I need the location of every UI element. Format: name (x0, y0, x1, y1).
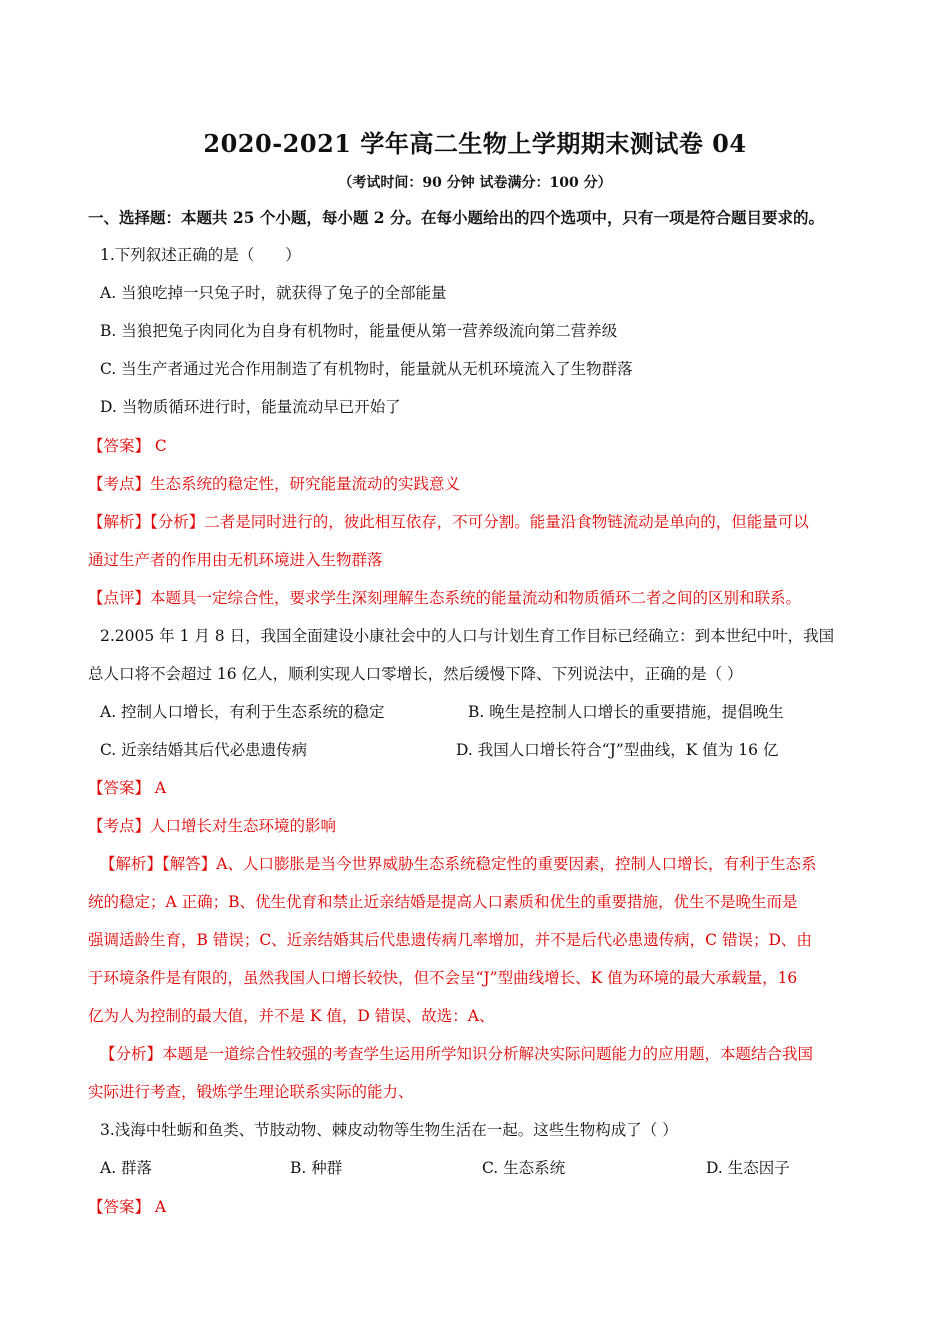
exam-info: （考试时间：90 分钟 试卷满分：100 分） (338, 175, 612, 191)
question-2-fenxi-line-1: 【分析】本题是一道综合性较强的考查学生运用所学知识分析解决实际问题能力的应用题，本题结合我国 (100, 1045, 814, 1063)
question-2-stem-line-1: 2.2005 年 1 月 8 日，我国全面建设小康社会中的人口与计划生育工作目标已经确立：到本世纪中叶，我国 (100, 627, 835, 645)
question-1-option-d: D. 当物质循环进行时，能量流动早已开始了 (100, 398, 401, 416)
question-2-jiexi-line-1: 【解析】【解答】A、人口膨胀是当今世界威胁生态系统稳定性的重要因素，控制人口增长，有利于生态系 (100, 855, 817, 873)
question-1-option-c: C. 当生产者通过光合作用制造了有机物时，能量就从无机环境流入了生物群落 (100, 360, 633, 378)
question-3-option-b: B. 种群 (290, 1159, 343, 1177)
question-1-dianping: 【点评】本题具一定综合性，要求学生深刻理解生态系统的能量流动和物质循环二者之间的区别和联系。 (88, 589, 802, 607)
question-1-jiexi-line-2: 通过生产者的作用由无机环境进入生物群落 (88, 551, 383, 569)
question-2-fenxi-line-2: 实际进行考查，锻炼学生理论联系实际的能力、 (88, 1083, 414, 1101)
section-heading: 一、选择题：本题共 25 个小题，每小题 2 分。在每小题给出的四个选项中，只有一项是符合题目要求的。 (88, 208, 824, 227)
question-3-stem: 3.浅海中牡蛎和鱼类、节肢动物、棘皮动物等生物生活在一起。这些生物构成了（ ） (100, 1121, 678, 1139)
question-3-option-d: D. 生态因子 (706, 1159, 790, 1177)
question-2-jiexi-line-4: 于环境条件是有限的，虽然我国人口增长较快，但不会呈“J”型曲线增长、K 值为环境的最大承载量，16 (88, 969, 798, 987)
question-1-answer: 【答案】 C (88, 437, 167, 455)
question-2-option-d: D. 我国人口增长符合“J”型曲线，K 值为 16 亿 (456, 741, 779, 759)
page-title: 2020-2021 学年高二生物上学期期末测试卷 04 (203, 129, 747, 158)
question-2-kaodian: 【考点】人口增长对生态环境的影响 (88, 817, 337, 835)
question-3-option-c: C. 生态系统 (482, 1159, 566, 1177)
question-2-option-c: C. 近亲结婚其后代必患遗传病 (100, 741, 308, 759)
question-2-stem-line-2: 总人口将不会超过 16 亿人，顺利实现人口零增长，然后缓慢下降、下列说法中，正确的是（ ） (88, 665, 743, 683)
question-3-option-a: A. 群落 (100, 1159, 153, 1177)
question-2-option-b: B. 晚生是控制人口增长的重要措施，提倡晚生 (468, 703, 784, 721)
question-2-option-a: A. 控制人口增长，有利于生态系统的稳定 (100, 703, 385, 721)
question-2-jiexi-line-2: 统的稳定；A 正确；B、优生优育和禁止近亲结婚是提高人口素质和优生的重要措施，优生不是晚生而是 (88, 893, 798, 911)
question-3-answer: 【答案】 A (88, 1198, 167, 1216)
question-2-jiexi-line-5: 亿为人为控制的最大值，并不是 K 值，D 错误、故选：A、 (88, 1007, 495, 1025)
question-1-kaodian: 【考点】生态系统的稳定性，研究能量流动的实践意义 (88, 475, 461, 493)
question-2-answer: 【答案】 A (88, 779, 167, 797)
question-2-jiexi-line-3: 强调适龄生育，B 错误；C、近亲结婚其后代患遗传病几率增加，并不是后代必患遗传病，C 错误；D、由 (88, 931, 812, 949)
question-1-option-a: A. 当狼吃掉一只兔子时，就获得了兔子的全部能量 (100, 284, 447, 302)
question-1-option-b: B. 当狼把兔子肉同化为自身有机物时，能量便从第一营养级流向第二营养级 (100, 322, 618, 340)
question-1-stem: 1.下列叙述正确的是（ ） (100, 246, 301, 264)
question-1-jiexi-line-1: 【解析】【分析】二者是同时进行的，彼此相互依存，不可分割。能量沿食物链流动是单向的，但能量可以 (88, 513, 809, 531)
